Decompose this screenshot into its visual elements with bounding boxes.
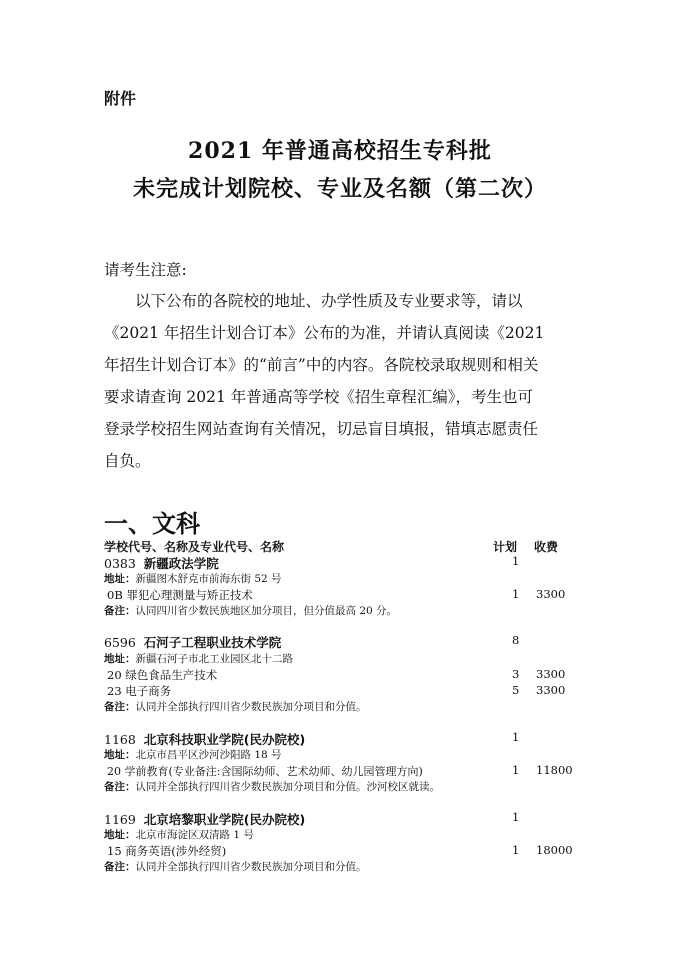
school-title — [104, 633, 281, 651]
notice-line: 要求请查询 2021 年普通高等学校《招生章程汇编》，考生也可 — [104, 388, 534, 406]
school-row — [0, 730, 680, 746]
school-address — [0, 747, 680, 763]
major-name: 学前教育(专业备注:含国际幼师、艺术幼师、幼儿园管理方向) — [124, 765, 423, 778]
school-title — [104, 554, 219, 572]
school-address — [0, 827, 680, 843]
address-label: 地址： — [104, 653, 136, 665]
address-text: 新疆石河子市北工业园区北十二路 — [135, 653, 293, 665]
major-row — [0, 587, 680, 603]
major-code: 0B — [107, 588, 123, 602]
note-label: 备注： — [104, 781, 136, 793]
school-name: 北京科技职业学院(民办院校) — [143, 732, 306, 747]
notice-line: 登录学校招生网站查询有关情况，切忌盲目填报，错填志愿责任 — [104, 420, 539, 438]
school-name: 北京培黎职业学院(民办院校) — [143, 812, 306, 827]
notice-label: 请考生注意: — [104, 261, 187, 279]
school-title — [104, 810, 305, 828]
note-text: 认同并全部执行四川省少数民族加分项目和分值。沙河校区就读。 — [135, 781, 440, 793]
major-plan: 3 — [512, 667, 520, 681]
note-label: 备注： — [104, 605, 136, 617]
note-label: 备注： — [104, 861, 136, 873]
major-row — [0, 667, 680, 683]
major-code: 20 — [107, 668, 122, 682]
major-name: 电子商务 — [125, 684, 172, 698]
address-label: 地址： — [104, 829, 136, 841]
major-name: 罪犯心理测量与矫正技术 — [126, 588, 253, 602]
school-plan: 1 — [512, 810, 520, 824]
school-code: 1168 — [104, 732, 136, 747]
school-name: 石河子工程职业技术学院 — [143, 635, 282, 650]
notice-line: 以下公布的各院校的地址、办学性质及专业要求等，请以 — [135, 292, 523, 310]
school-row — [0, 554, 680, 570]
school-code: 0383 — [104, 556, 136, 571]
address-text: 北京市海淀区双清路 1 号 — [135, 829, 254, 841]
school-name: 新疆政法学院 — [143, 556, 219, 571]
school-note — [0, 779, 680, 795]
notice-line: 《2021 年招生计划合订本》公布的为准，并请认真阅读《2021 — [104, 324, 545, 342]
school-row — [0, 810, 680, 826]
section-title: 一、文科 — [104, 510, 200, 538]
school-address — [0, 571, 680, 587]
address-label: 地址： — [104, 749, 136, 761]
note-label: 备注： — [104, 701, 136, 713]
school-code: 6596 — [104, 635, 136, 650]
address-text: 新疆图木舒克市前海东街 52 号 — [135, 573, 282, 585]
major-name: 绿色食品生产技术 — [125, 668, 218, 682]
major-plan: 5 — [512, 683, 520, 697]
major-code: 20 — [107, 765, 121, 778]
major-fee: 3300 — [536, 587, 566, 601]
major-plan: 1 — [512, 843, 520, 857]
notice-line: 自负。 — [104, 452, 151, 470]
note-text: 认同并全部执行四川省少数民族加分项目和分值。 — [135, 861, 367, 873]
school-plan: 1 — [512, 730, 520, 744]
major-code: 23 — [107, 684, 122, 698]
notice-line: 年招生计划合订本》的“前言”中的内容。各院校录取规则和相关 — [104, 356, 539, 374]
school-note — [0, 603, 680, 619]
doc-title-line1: 2021 年普通高校招生专科批 — [188, 138, 492, 164]
address-label: 地址： — [104, 573, 136, 585]
major-fee: 3300 — [536, 667, 566, 681]
note-text: 认同四川省少数民族地区加分项目，但分值最高 20 分。 — [135, 605, 398, 617]
column-header-school: 学校代号、名称及专业代号、名称 — [104, 540, 285, 554]
school-address — [0, 651, 680, 667]
note-text: 认同并全部执行四川省少数民族加分项目和分值。 — [135, 701, 367, 713]
school-code: 1169 — [104, 812, 136, 827]
school-note — [0, 699, 680, 715]
column-header-fee: 收费 — [534, 540, 559, 554]
address-text: 北京市昌平区沙河沙阳路 18 号 — [135, 749, 282, 761]
school-plan: 8 — [512, 633, 520, 647]
school-plan: 1 — [512, 554, 520, 568]
school-note — [0, 859, 680, 875]
major-plan: 1 — [512, 763, 520, 777]
major-row — [0, 683, 680, 699]
school-row — [0, 633, 680, 649]
column-header-plan: 计划 — [493, 540, 518, 554]
major-fee: 18000 — [536, 843, 573, 857]
attachment-label: 附件 — [104, 89, 137, 108]
major-fee: 3300 — [536, 683, 566, 697]
major-row — [0, 843, 680, 859]
doc-title-line2: 未完成计划院校、专业及名额（第二次） — [132, 176, 547, 202]
major-name: 商务英语(涉外经贸) — [125, 844, 227, 858]
major-code: 15 — [107, 844, 122, 858]
major-row — [0, 763, 680, 779]
school-title — [104, 730, 305, 748]
major-fee: 11800 — [536, 763, 573, 777]
major-plan: 1 — [512, 587, 520, 601]
